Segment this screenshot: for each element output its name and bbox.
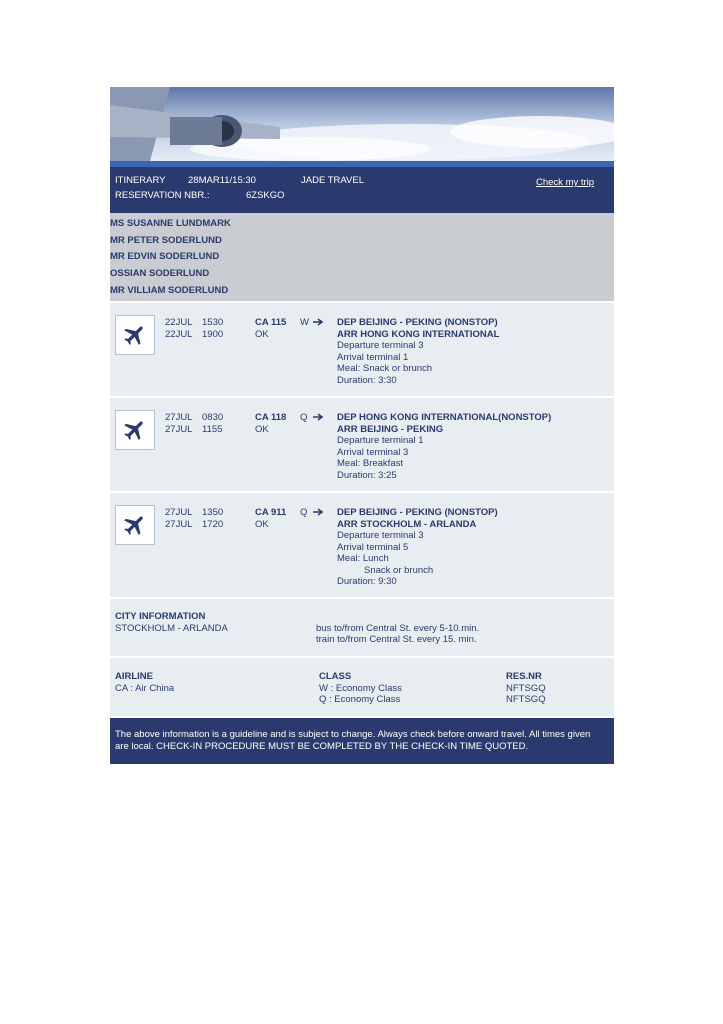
departure-time: 0830	[202, 412, 224, 424]
header-banner-image	[110, 87, 614, 161]
booking-status: OK	[255, 423, 269, 435]
departure-time: 1530	[202, 317, 224, 329]
segment-detail: Duration: 9:30	[337, 576, 397, 588]
class-item: W : Economy Class	[319, 682, 402, 694]
itinerary-header	[110, 167, 614, 213]
resnr-heading: RES.NR	[506, 671, 542, 683]
passenger-name: OSSIAN SODERLUND	[110, 268, 210, 280]
reservation-label: RESERVATION NBR.:	[115, 190, 210, 201]
flight-segment	[110, 396, 614, 491]
segment-detail: Meal: Snack or brunch	[337, 363, 433, 375]
arrival-airport: ARR HONG KONG INTERNATIONAL	[337, 328, 500, 340]
transport-info: bus to/from Central St. every 5-10.min.	[316, 622, 480, 634]
plane-arrow-icon	[313, 317, 324, 331]
arrival-date: 27JUL	[165, 423, 193, 435]
segment-detail: Duration: 3:25	[337, 469, 397, 481]
resnr-item: NFTSGQ	[506, 694, 546, 706]
segment-detail: Departure terminal 3	[337, 340, 424, 352]
flight-segment	[110, 301, 614, 396]
arrival-date: 27JUL	[165, 518, 193, 530]
segment-detail: Arrival terminal 5	[337, 541, 409, 553]
segment-detail: Meal: Breakfast	[337, 458, 403, 470]
airplane-wing-image	[110, 87, 614, 161]
disclaimer-line: are local. CHECK-IN PROCEDURE MUST BE COMPLETED BY THE CHECK-IN TIME QUOTED.	[115, 741, 529, 753]
segment-detail: Arrival terminal 3	[337, 446, 409, 458]
booking-status: OK	[255, 328, 269, 340]
departure-date: 27JUL	[165, 412, 193, 424]
passenger-name: MR EDVIN SODERLUND	[110, 251, 220, 263]
reservation-number: 6ZSKGO	[246, 190, 285, 201]
booking-status: OK	[255, 518, 269, 530]
passenger-name: MS SUSANNE LUNDMARK	[110, 218, 231, 229]
airplane-icon	[115, 410, 155, 450]
departure-airport: DEP HONG KONG INTERNATIONAL(NONSTOP)	[337, 412, 552, 424]
segment-detail: Duration: 3:30	[337, 374, 397, 386]
segment-detail: Departure terminal 1	[337, 435, 424, 447]
departure-time: 1350	[202, 507, 224, 519]
booking-class: Q	[300, 507, 308, 519]
segment-detail: Departure terminal 3	[337, 530, 424, 542]
flight-number: CA 118	[255, 412, 287, 424]
itinerary-label: ITINERARY	[115, 175, 166, 186]
booking-class: W	[300, 317, 309, 329]
agency-name: JADE TRAVEL	[301, 175, 365, 186]
airline-name: CA : Air China	[115, 682, 175, 694]
arrival-time: 1720	[202, 518, 224, 530]
departure-airport: DEP BEIJING - PEKING (NONSTOP)	[337, 507, 498, 519]
arrival-airport: ARR STOCKHOLM - ARLANDA	[337, 518, 477, 530]
departure-date: 22JUL	[165, 317, 193, 329]
arrival-time: 1155	[202, 423, 223, 435]
passenger-name: MR VILLIAM SODERLUND	[110, 284, 229, 296]
flight-segment	[110, 491, 614, 597]
flight-number: CA 115	[255, 317, 287, 329]
flight-number: CA 911	[255, 507, 287, 519]
booking-legend	[110, 656, 614, 716]
passenger-name: MR PETER SODERLUND	[110, 234, 222, 246]
city-information	[110, 597, 614, 656]
airline-heading: AIRLINE	[115, 671, 153, 683]
class-heading: CLASS	[319, 671, 352, 683]
airplane-icon	[115, 505, 155, 545]
resnr-item: NFTSGQ	[506, 682, 546, 694]
arrival-time: 1900	[202, 328, 224, 340]
segment-detail: Meal: Lunch	[337, 553, 389, 565]
plane-arrow-icon	[313, 507, 324, 521]
city-name: STOCKHOLM - ARLANDA	[115, 622, 228, 634]
itinerary-document	[110, 87, 614, 764]
airplane-icon	[115, 315, 155, 355]
city-info-heading: CITY INFORMATION	[115, 611, 206, 623]
arrival-date: 22JUL	[165, 328, 193, 340]
itinerary-date: 28MAR11/15:30	[188, 175, 256, 186]
passenger-list	[110, 213, 614, 301]
class-item: Q : Economy Class	[319, 694, 401, 706]
departure-date: 27JUL	[165, 507, 193, 519]
check-my-trip-link[interactable]: Check my trip	[536, 177, 595, 188]
segment-detail: Snack or brunch	[364, 564, 434, 576]
segment-detail: Arrival terminal 1	[337, 351, 409, 363]
plane-arrow-icon	[313, 412, 324, 426]
booking-class: Q	[300, 412, 308, 424]
arrival-airport: ARR BEIJING - PEKING	[337, 423, 444, 435]
disclaimer-footer	[110, 716, 614, 764]
transport-info: train to/from Central St. every 15. min.	[316, 634, 477, 646]
disclaimer-line: The above information is a guideline and is subject to change. Always check before onward travel. All times given	[115, 729, 591, 741]
departure-airport: DEP BEIJING - PEKING (NONSTOP)	[337, 317, 498, 329]
